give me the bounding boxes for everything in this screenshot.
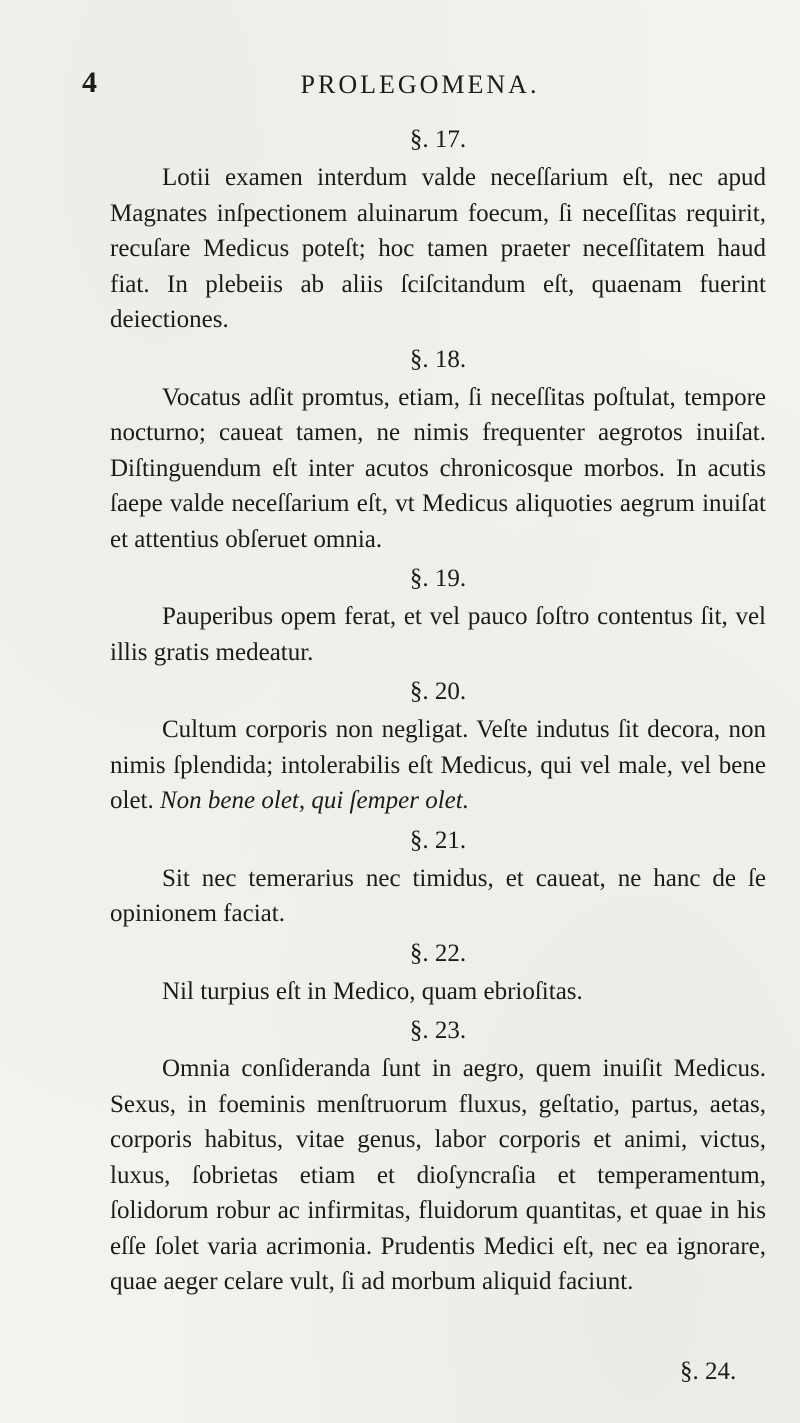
section-number-23: §. 23. (409, 1017, 467, 1044)
section-number-18: §. 18. (409, 345, 467, 373)
section-text-23: Omnia conſideranda ſunt in aegro, quem inuiſit Medicus. Sexus, in foeminis menſtruorum fluxus, geſtatio, partus, aetas, corporis habitus, vitae genus, labor corporis et animi, victus, luxus, ſobrietas etiam et dioſyncraſia et temperamentum, ſolidorum robur ac infirmitas, fluidorum quantitas, et quae in his eſſe ſolet varia acrimonia. Prudentis Medici eſt, nec ea ignorare, quae aeger celare vult, ſi ad morbum aliquid faciunt. (110, 1055, 766, 1295)
section-text-20 (110, 712, 766, 819)
section-number-21: §. 21. (409, 826, 467, 854)
section-text-20-roman: Cultum corporis non negligat. Veſte indutus ſit decora, non nimis ſplendida; intolerabilis eſt Medicus, qui vel male, vel bene olet. (110, 716, 766, 814)
section-text-19: Pauperibus opem ferat, et vel pauco ſoſtro contentus ſit, vel illis gratis medeatur. (110, 603, 766, 666)
section-text-17: Lotii examen interdum valde neceſſarium eſt, nec apud Magnates inſpectionem aluinarum foecum, ſi neceſſitas requirit, recuſare Medicus poteſt; hoc tamen praeter neceſſitatem haud fiat. In plebeiis ab aliis ſciſcitandum eſt, quaenam fuerint deiectiones. (110, 164, 766, 333)
page-header (0, 66, 800, 106)
page-body (110, 118, 766, 1300)
catchword: §. 24. (680, 1358, 737, 1385)
section-number-17: §. 17. (409, 126, 467, 153)
section-number-20: §. 20. (409, 678, 467, 705)
section-text-18: Vocatus adſit promtus, etiam, ſi neceſſitas poſtulat, tempore nocturno; caueat tamen, ne nimis frequenter aegrotos inuiſat. Diſtinguendum eſt inter acutos chronicosque morbos. In acutis ſaepe valde neceſſarium eſt, vt Medicus aliquoties aegrum inuiſat et attentius obſeruet omnia. (110, 383, 766, 553)
section-number-19: §. 19. (409, 565, 467, 592)
section-text-20-italic: Non bene olet, qui ſemper olet. (160, 787, 469, 814)
page-number: 4 (82, 66, 97, 99)
running-head: PROLEGOMENA. (300, 70, 540, 99)
section-text-21: Sit nec temerarius nec timidus, et caueat, ne hanc de ſe opinionem faciat. (110, 864, 766, 927)
section-text-22: Nil turpius eſt in Medico, quam ebrioſitas. (162, 977, 583, 1005)
section-number-22: §. 22. (409, 939, 467, 967)
